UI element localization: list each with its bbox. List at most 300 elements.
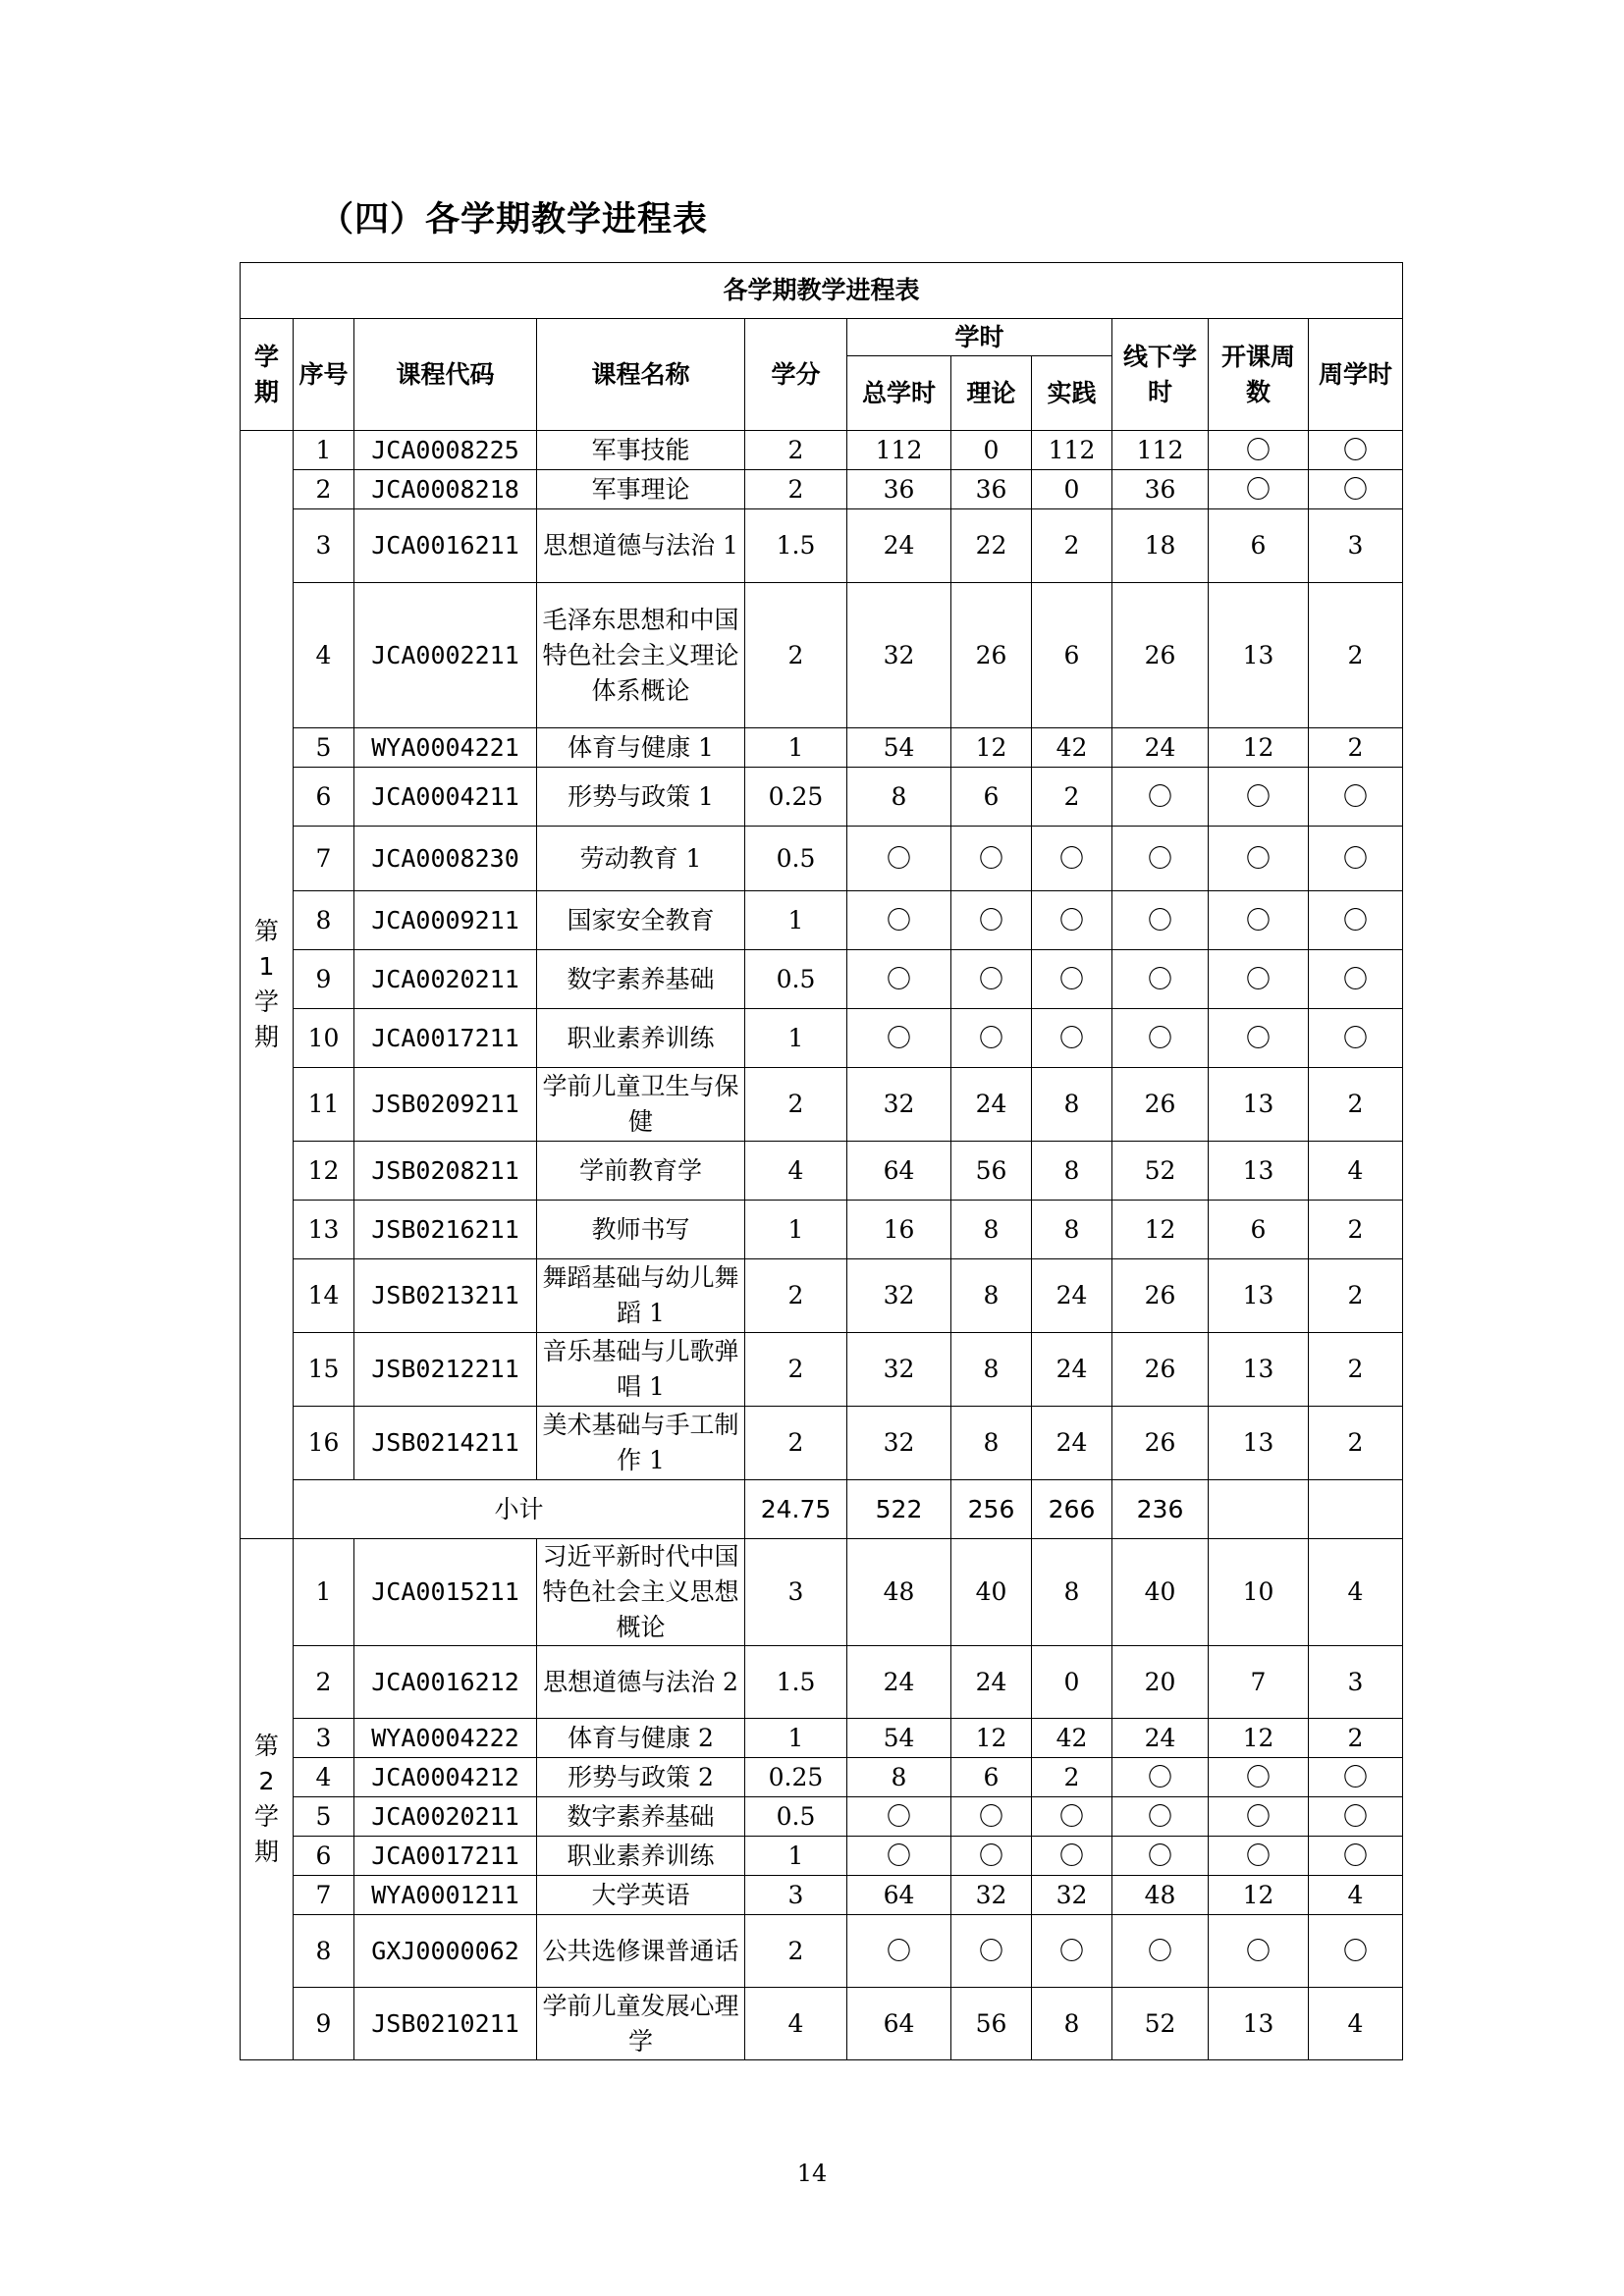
cell-code: JSB0212211 [354,1333,537,1407]
cell-offline: 26 [1112,1068,1209,1142]
cell-weekly: 〇 [1309,950,1403,1009]
cell-weekly: 〇 [1309,431,1403,470]
cell-theory: 〇 [951,1915,1032,1988]
cell-practice: 〇 [1032,1915,1112,1988]
table-row [241,728,1403,768]
table-row [241,768,1403,827]
cell-credits: 2 [745,431,847,470]
cell-code: JCA0008230 [354,827,537,891]
cell-theory: 12 [951,1719,1032,1758]
table-row [241,827,1403,891]
header-practice: 实践 [1032,356,1112,431]
subtotal-row [241,1480,1403,1539]
cell-weekly: 4 [1309,1539,1403,1646]
cell-code: JSB0216211 [354,1201,537,1259]
cell-practice: 8 [1032,1142,1112,1201]
cell-offline: 26 [1112,1407,1209,1480]
cell-code: JCA0017211 [354,1009,537,1068]
cell-offline: 24 [1112,1719,1209,1758]
cell-total: 64 [847,1876,951,1915]
cell-code: JCA0016211 [354,509,537,583]
cell-name: 数字素养基础 [537,950,745,1009]
cell-total: 64 [847,1142,951,1201]
cell-practice: 32 [1032,1876,1112,1915]
cell-credits: 2 [745,470,847,509]
cell-weeks: 12 [1209,1876,1309,1915]
schedule-table [240,262,1403,2060]
cell-total: 8 [847,1758,951,1797]
cell-offline: 18 [1112,509,1209,583]
cell-offline: 20 [1112,1646,1209,1719]
cell-weeks: 13 [1209,1068,1309,1142]
cell-practice: 8 [1032,1988,1112,2060]
cell-offline: 〇 [1112,1009,1209,1068]
table-row [241,509,1403,583]
cell-name: 思想道德与法治 1 [537,509,745,583]
header-credits: 学分 [745,319,847,431]
cell-total: 〇 [847,1797,951,1837]
cell-weekly: 〇 [1309,891,1403,950]
cell-theory: 6 [951,768,1032,827]
table-row [241,1876,1403,1915]
cell-seq: 14 [294,1259,354,1333]
cell-weeks: 〇 [1209,827,1309,891]
table-row [241,1407,1403,1480]
cell-credits: 2 [745,1407,847,1480]
table-row [241,1837,1403,1876]
header-code: 课程代码 [354,319,537,431]
cell-weeks: 〇 [1209,768,1309,827]
cell-practice: 8 [1032,1068,1112,1142]
cell-practice: 24 [1032,1259,1112,1333]
cell-weekly: 2 [1309,728,1403,768]
cell-practice: 〇 [1032,1837,1112,1876]
table-row [241,1201,1403,1259]
cell-offline: 26 [1112,583,1209,728]
cell-code: WYA0004221 [354,728,537,768]
cell-seq: 16 [294,1407,354,1480]
cell-offline: 52 [1112,1988,1209,2060]
cell-practice: 〇 [1032,950,1112,1009]
cell-total: 32 [847,1068,951,1142]
cell-weeks: 13 [1209,1333,1309,1407]
cell-offline: 26 [1112,1259,1209,1333]
cell-offline: 112 [1112,431,1209,470]
cell-theory: 0 [951,431,1032,470]
cell-theory: 〇 [951,1837,1032,1876]
cell-total: 16 [847,1201,951,1259]
cell-name: 军事理论 [537,470,745,509]
cell-practice: 0 [1032,470,1112,509]
table-row [241,470,1403,509]
cell-credits: 1 [745,1719,847,1758]
cell-weekly: 〇 [1309,1837,1403,1876]
cell-code: JCA0020211 [354,1797,537,1837]
cell-code: WYA0004222 [354,1719,537,1758]
cell-practice: 2 [1032,1758,1112,1797]
cell-theory: 26 [951,583,1032,728]
cell-credits: 1 [745,1009,847,1068]
cell-theory: 6 [951,1758,1032,1797]
cell-weekly: 〇 [1309,827,1403,891]
cell-total: 〇 [847,950,951,1009]
header-hours-group: 学时 [847,319,1112,356]
cell-seq: 1 [294,1539,354,1646]
subtotal-theory: 256 [951,1480,1032,1539]
cell-credits: 4 [745,1988,847,2060]
cell-name: 职业素养训练 [537,1837,745,1876]
cell-theory: 36 [951,470,1032,509]
cell-code: JCA0015211 [354,1539,537,1646]
cell-weeks: 13 [1209,1407,1309,1480]
cell-name: 劳动教育 1 [537,827,745,891]
header-weekly: 周学时 [1309,319,1403,431]
cell-offline: 〇 [1112,1797,1209,1837]
cell-weekly: 〇 [1309,1915,1403,1988]
cell-code: GXJ0000062 [354,1915,537,1988]
cell-name: 体育与健康 1 [537,728,745,768]
cell-practice: 〇 [1032,891,1112,950]
cell-practice: 42 [1032,1719,1112,1758]
cell-weekly: 3 [1309,509,1403,583]
cell-practice: 42 [1032,728,1112,768]
cell-weeks: 〇 [1209,1009,1309,1068]
header-weeks: 开课周数 [1209,319,1309,431]
cell-code: JCA0008218 [354,470,537,509]
table-row [241,1009,1403,1068]
table-row [241,891,1403,950]
cell-weekly: 2 [1309,1407,1403,1480]
cell-practice: 2 [1032,509,1112,583]
cell-code: JCA0016212 [354,1646,537,1719]
cell-weeks: 10 [1209,1539,1309,1646]
cell-theory: 8 [951,1407,1032,1480]
cell-seq: 7 [294,827,354,891]
cell-theory: 40 [951,1539,1032,1646]
cell-seq: 6 [294,768,354,827]
table-row [241,950,1403,1009]
cell-weekly: 4 [1309,1142,1403,1201]
cell-credits: 2 [745,1915,847,1988]
cell-total: 32 [847,1407,951,1480]
cell-weekly: 2 [1309,1201,1403,1259]
cell-credits: 1.5 [745,509,847,583]
cell-weekly: 2 [1309,1333,1403,1407]
cell-theory: 8 [951,1259,1032,1333]
cell-offline: 〇 [1112,950,1209,1009]
table-row [241,1915,1403,1988]
table-body [241,431,1403,2060]
cell-seq: 6 [294,1837,354,1876]
cell-theory: 22 [951,509,1032,583]
cell-credits: 1.5 [745,1646,847,1719]
cell-seq: 1 [294,431,354,470]
cell-weeks: 7 [1209,1646,1309,1719]
cell-credits: 4 [745,1142,847,1201]
cell-name: 美术基础与手工制作 1 [537,1407,745,1480]
cell-weekly: 2 [1309,1259,1403,1333]
cell-weeks: 〇 [1209,891,1309,950]
cell-weeks: 〇 [1209,1797,1309,1837]
cell-name: 习近平新时代中国特色社会主义思想概论 [537,1539,745,1646]
cell-name: 形势与政策 2 [537,1758,745,1797]
section-heading: （四）各学期教学进程表 [319,200,709,240]
header-seq: 序号 [294,319,354,431]
cell-weekly: 4 [1309,1988,1403,2060]
cell-weekly: 〇 [1309,1758,1403,1797]
cell-theory: 8 [951,1333,1032,1407]
cell-seq: 7 [294,1876,354,1915]
table-row [241,1333,1403,1407]
cell-credits: 2 [745,1333,847,1407]
table-row [241,1758,1403,1797]
cell-weekly: 3 [1309,1646,1403,1719]
cell-code: JSB0208211 [354,1142,537,1201]
cell-credits: 1 [745,1201,847,1259]
semester-label: 第 2 学 期 [241,1539,294,2060]
cell-weekly: 〇 [1309,470,1403,509]
cell-weeks: 6 [1209,509,1309,583]
cell-seq: 4 [294,1758,354,1797]
cell-offline: 12 [1112,1201,1209,1259]
cell-total: 32 [847,1259,951,1333]
cell-weekly: 2 [1309,1719,1403,1758]
cell-practice: 24 [1032,1333,1112,1407]
cell-seq: 10 [294,1009,354,1068]
cell-weeks: 〇 [1209,1837,1309,1876]
subtotal-credits: 24.75 [745,1480,847,1539]
cell-total: 32 [847,583,951,728]
cell-weekly: 〇 [1309,768,1403,827]
cell-offline: 〇 [1112,1915,1209,1988]
cell-practice: 112 [1032,431,1112,470]
cell-credits: 1 [745,1837,847,1876]
cell-credits: 3 [745,1539,847,1646]
cell-offline: 52 [1112,1142,1209,1201]
cell-total: 〇 [847,1915,951,1988]
table-caption: 各学期教学进程表 [241,263,1403,319]
cell-weeks: 6 [1209,1201,1309,1259]
cell-weeks: 13 [1209,1259,1309,1333]
subtotal-offline: 236 [1112,1480,1209,1539]
cell-credits: 0.25 [745,768,847,827]
cell-weekly: 〇 [1309,1009,1403,1068]
cell-theory: 〇 [951,1009,1032,1068]
cell-code: JCA0020211 [354,950,537,1009]
cell-theory: 〇 [951,1797,1032,1837]
cell-name: 国家安全教育 [537,891,745,950]
table-row [241,583,1403,728]
subtotal-total: 522 [847,1480,951,1539]
cell-name: 数字素养基础 [537,1797,745,1837]
cell-weeks: 13 [1209,1988,1309,2060]
cell-seq: 11 [294,1068,354,1142]
cell-credits: 2 [745,583,847,728]
cell-offline: 〇 [1112,891,1209,950]
cell-practice: 6 [1032,583,1112,728]
cell-seq: 8 [294,1915,354,1988]
page-number: 14 [796,2160,828,2187]
table-row [241,1646,1403,1719]
cell-name: 职业素养训练 [537,1009,745,1068]
cell-name: 思想道德与法治 2 [537,1646,745,1719]
cell-theory: 〇 [951,827,1032,891]
cell-weeks: 12 [1209,1719,1309,1758]
cell-weeks: 12 [1209,728,1309,768]
cell-offline: 24 [1112,728,1209,768]
subtotal-weeks [1209,1480,1309,1539]
cell-code: JCA0004211 [354,768,537,827]
cell-code: JSB0209211 [354,1068,537,1142]
table-row [241,1259,1403,1333]
cell-practice: 〇 [1032,827,1112,891]
cell-name: 毛泽东思想和中国特色社会主义理论体系概论 [537,583,745,728]
cell-weeks: 〇 [1209,470,1309,509]
cell-name: 舞蹈基础与幼儿舞蹈 1 [537,1259,745,1333]
cell-name: 音乐基础与儿歌弹唱 1 [537,1333,745,1407]
cell-total: 〇 [847,891,951,950]
cell-total: 32 [847,1333,951,1407]
cell-seq: 8 [294,891,354,950]
cell-credits: 0.5 [745,950,847,1009]
cell-code: JCA0009211 [354,891,537,950]
cell-total: 〇 [847,827,951,891]
cell-credits: 2 [745,1259,847,1333]
cell-practice: 〇 [1032,1009,1112,1068]
cell-theory: 〇 [951,950,1032,1009]
cell-theory: 24 [951,1646,1032,1719]
cell-weeks: 〇 [1209,1915,1309,1988]
table-row [241,1797,1403,1837]
cell-total: 54 [847,728,951,768]
cell-credits: 1 [745,891,847,950]
cell-code: JSB0214211 [354,1407,537,1480]
cell-seq: 9 [294,950,354,1009]
cell-weeks: 13 [1209,583,1309,728]
cell-name: 教师书写 [537,1201,745,1259]
cell-weekly: 〇 [1309,1797,1403,1837]
cell-total: 112 [847,431,951,470]
cell-theory: 〇 [951,891,1032,950]
cell-code: JSB0213211 [354,1259,537,1333]
cell-offline: 〇 [1112,1837,1209,1876]
cell-credits: 0.25 [745,1758,847,1797]
cell-seq: 3 [294,509,354,583]
subtotal-weekly [1309,1480,1403,1539]
cell-credits: 3 [745,1876,847,1915]
cell-practice: 8 [1032,1201,1112,1259]
header-offline: 线下学时 [1112,319,1209,431]
cell-total: 54 [847,1719,951,1758]
cell-weekly: 2 [1309,583,1403,728]
cell-weeks: 〇 [1209,950,1309,1009]
cell-seq: 15 [294,1333,354,1407]
cell-seq: 2 [294,1646,354,1719]
cell-weeks: 〇 [1209,1758,1309,1797]
cell-seq: 9 [294,1988,354,2060]
table-row [241,1539,1403,1646]
cell-credits: 2 [745,1068,847,1142]
subtotal-practice: 266 [1032,1480,1112,1539]
cell-seq: 12 [294,1142,354,1201]
header-semester: 学期 [241,319,294,431]
semester-label: 第 1 学 期 [241,431,294,1539]
cell-total: 24 [847,1646,951,1719]
cell-offline: 〇 [1112,1758,1209,1797]
cell-weeks: 13 [1209,1142,1309,1201]
cell-theory: 8 [951,1201,1032,1259]
cell-code: JSB0210211 [354,1988,537,2060]
table-row [241,1719,1403,1758]
cell-name: 学前儿童发展心理学 [537,1988,745,2060]
cell-total: 〇 [847,1009,951,1068]
cell-practice: 〇 [1032,1797,1112,1837]
cell-offline: 48 [1112,1876,1209,1915]
table-row [241,1068,1403,1142]
cell-credits: 0.5 [745,827,847,891]
cell-seq: 4 [294,583,354,728]
table-row [241,1142,1403,1201]
cell-weeks: 〇 [1209,431,1309,470]
cell-name: 公共选修课普通话 [537,1915,745,1988]
cell-total: 24 [847,509,951,583]
header-theory: 理论 [951,356,1032,431]
cell-theory: 56 [951,1988,1032,2060]
cell-credits: 1 [745,728,847,768]
cell-weekly: 4 [1309,1876,1403,1915]
cell-theory: 12 [951,728,1032,768]
header-total: 总学时 [847,356,951,431]
cell-total: 〇 [847,1837,951,1876]
cell-code: JCA0008225 [354,431,537,470]
cell-total: 36 [847,470,951,509]
subtotal-label: 小计 [294,1480,745,1539]
cell-name: 学前教育学 [537,1142,745,1201]
cell-seq: 5 [294,1797,354,1837]
cell-practice: 8 [1032,1539,1112,1646]
cell-name: 体育与健康 2 [537,1719,745,1758]
cell-theory: 32 [951,1876,1032,1915]
table-row [241,1988,1403,2060]
cell-practice: 24 [1032,1407,1112,1480]
cell-offline: 〇 [1112,827,1209,891]
cell-weekly: 2 [1309,1068,1403,1142]
cell-offline: 26 [1112,1333,1209,1407]
cell-total: 64 [847,1988,951,2060]
cell-practice: 2 [1032,768,1112,827]
cell-seq: 3 [294,1719,354,1758]
cell-total: 8 [847,768,951,827]
cell-offline: 36 [1112,470,1209,509]
cell-code: JCA0017211 [354,1837,537,1876]
cell-theory: 24 [951,1068,1032,1142]
cell-seq: 2 [294,470,354,509]
cell-offline: 40 [1112,1539,1209,1646]
cell-name: 军事技能 [537,431,745,470]
cell-credits: 0.5 [745,1797,847,1837]
cell-theory: 56 [951,1142,1032,1201]
cell-seq: 13 [294,1201,354,1259]
cell-code: JCA0004212 [354,1758,537,1797]
cell-offline: 〇 [1112,768,1209,827]
cell-practice: 0 [1032,1646,1112,1719]
table-row [241,431,1403,470]
cell-seq: 5 [294,728,354,768]
cell-name: 形势与政策 1 [537,768,745,827]
cell-total: 48 [847,1539,951,1646]
header-name: 课程名称 [537,319,745,431]
cell-name: 大学英语 [537,1876,745,1915]
